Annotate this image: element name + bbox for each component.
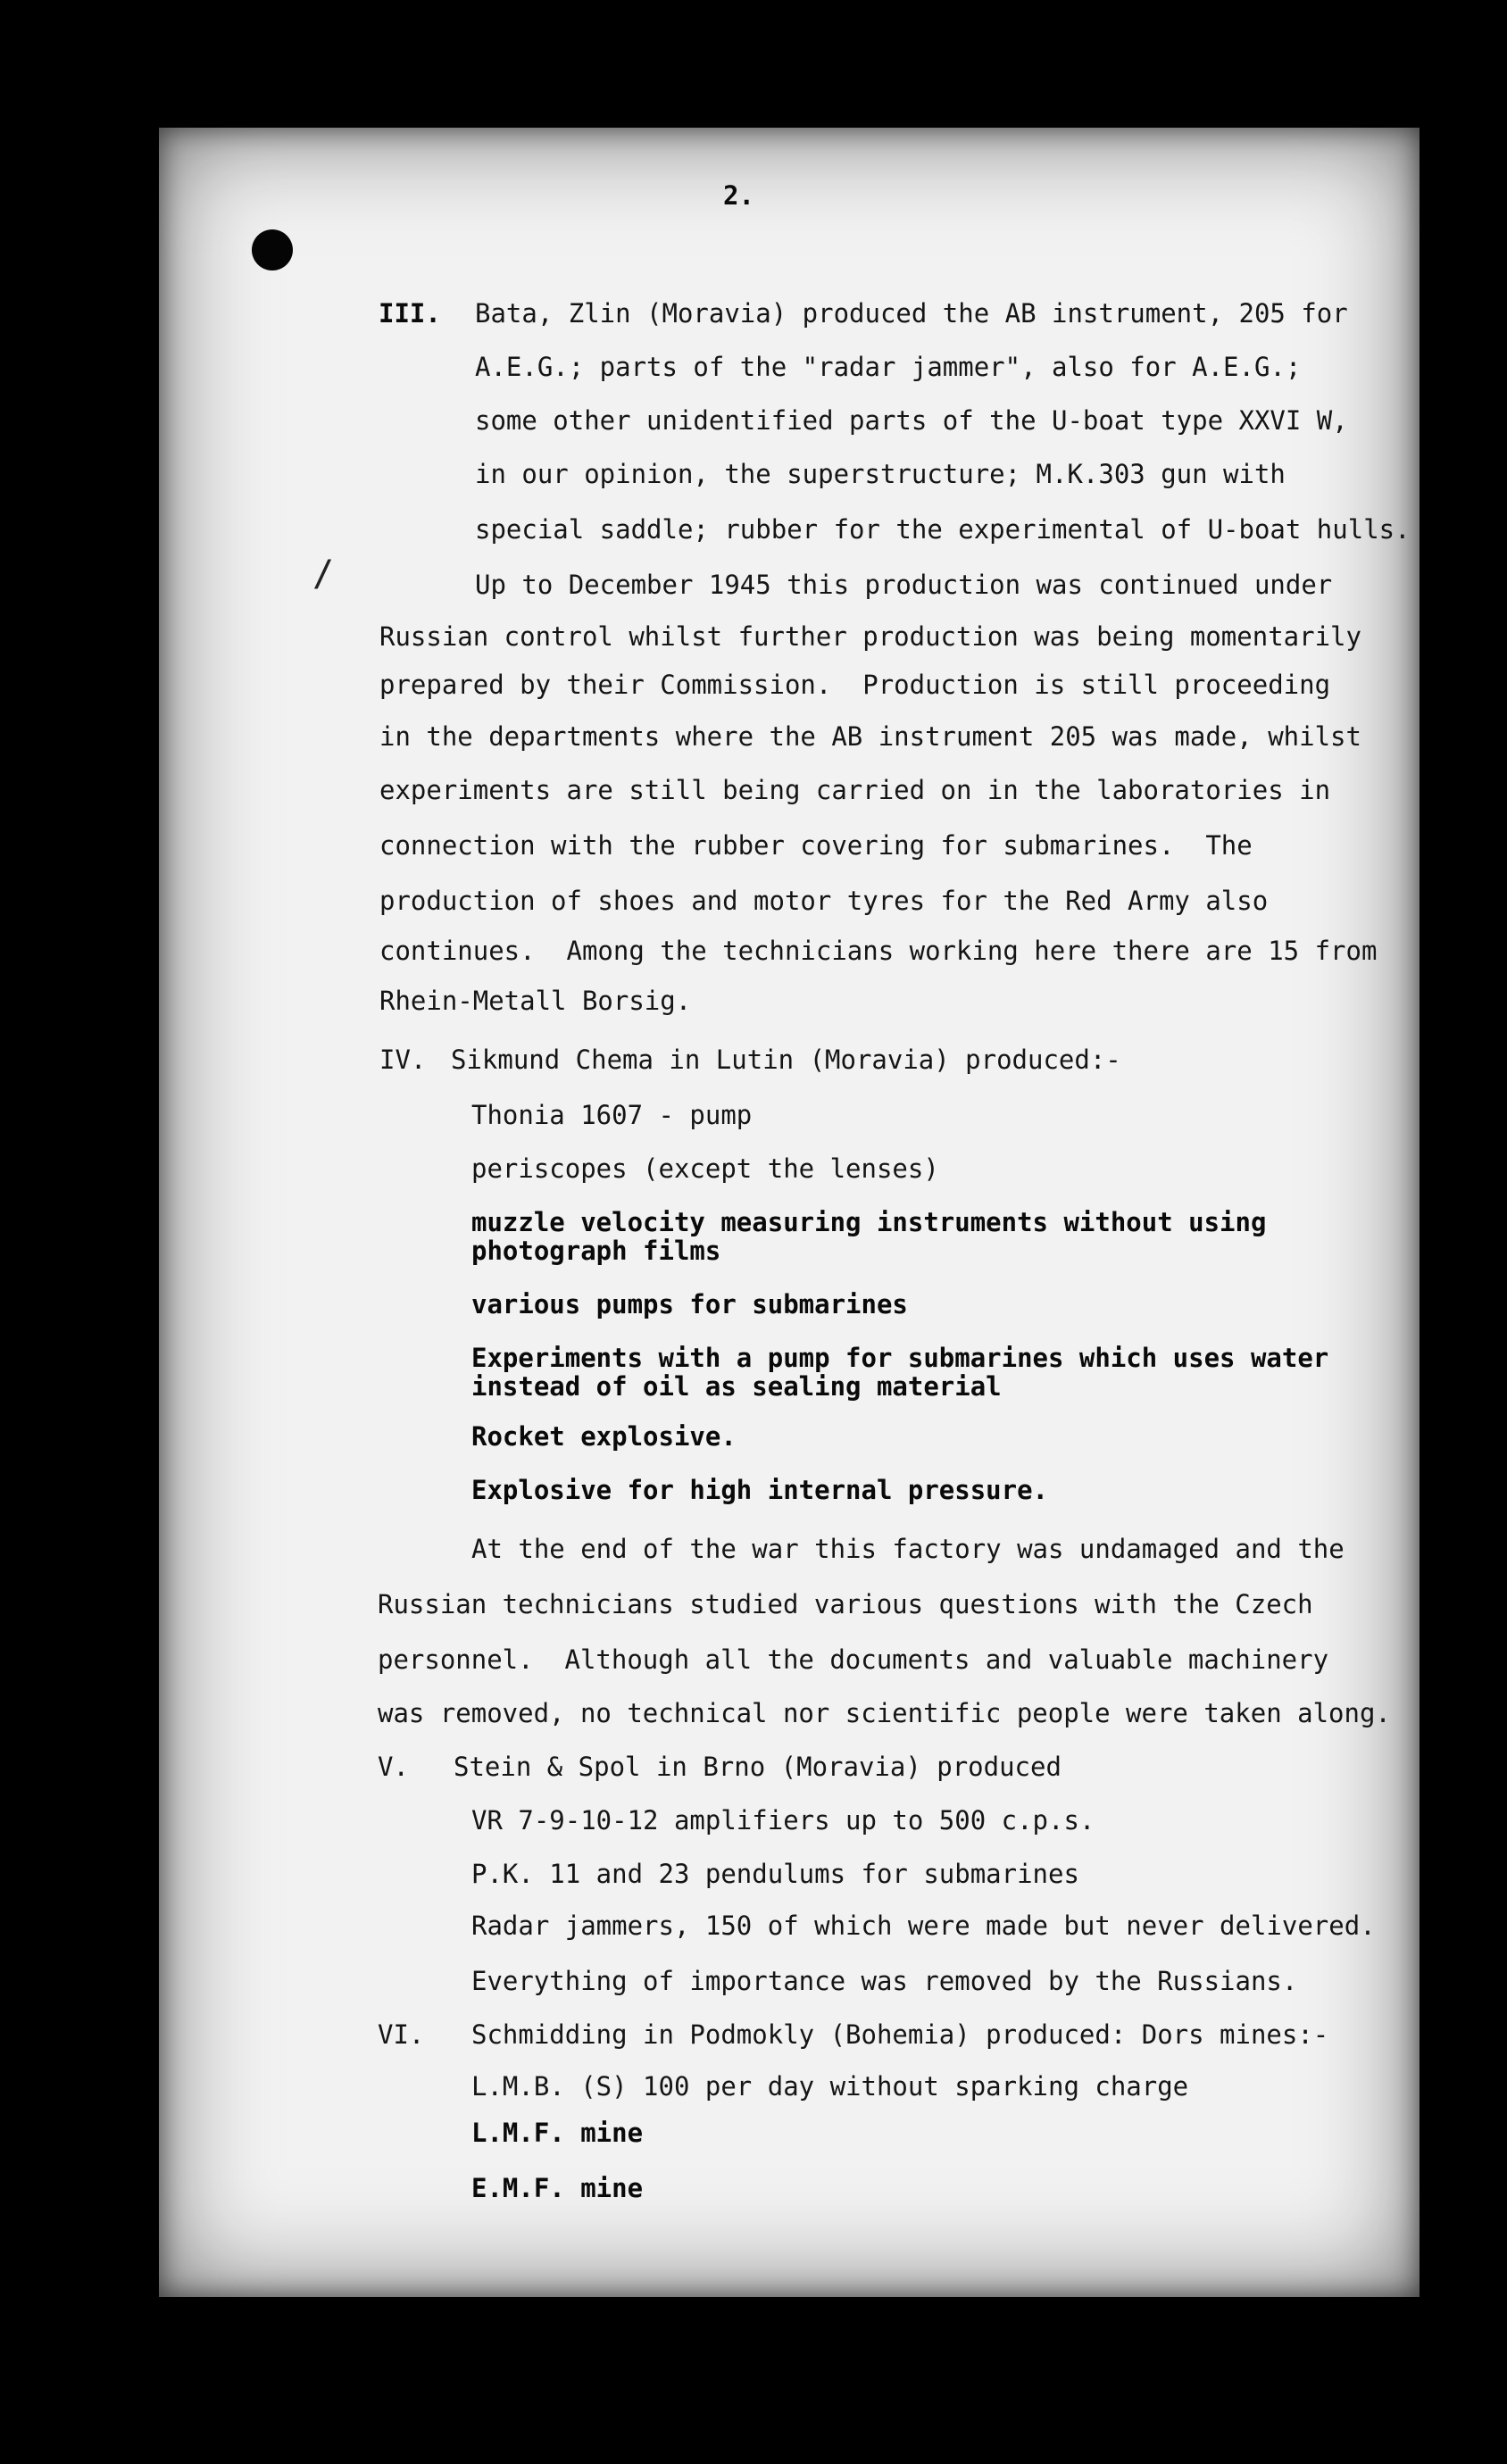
text-line: A.E.G.; parts of the "radar jammer", also for A.E.G.; bbox=[475, 352, 1302, 382]
text-line: continues. Among the technicians working here there are 15 from bbox=[379, 936, 1378, 966]
text-line: At the end of the war this factory was undamaged and the bbox=[471, 1534, 1345, 1564]
text-line: connection with the rubber covering for submarines. The bbox=[379, 830, 1253, 861]
text-line: was removed, no technical nor scientific people were taken along. bbox=[378, 1698, 1391, 1728]
pencil-mark: / bbox=[312, 554, 335, 595]
text-line: in our opinion, the superstructure; M.K.303 gun with bbox=[475, 459, 1286, 489]
text-line: some other unidentified parts of the U-boat type XXVI W, bbox=[475, 405, 1348, 436]
list-item: muzzle velocity measuring instruments without using bbox=[471, 1207, 1267, 1237]
text-line: Russian control whilst further production was being momentarily bbox=[379, 621, 1361, 652]
list-item: Everything of importance was removed by the Russians. bbox=[471, 1966, 1298, 1996]
list-item: L.M.B. (S) 100 per day without sparking charge bbox=[471, 2071, 1189, 2102]
list-item: photograph films bbox=[471, 1236, 721, 1266]
text-line: Bata, Zlin (Moravia) produced the AB instrument, 205 for bbox=[475, 298, 1348, 329]
text-line: personnel. Although all the documents and valuable machinery bbox=[378, 1644, 1329, 1675]
text-line: special saddle; rubber for the experimental of U-boat hulls. bbox=[475, 514, 1411, 545]
list-item: periscopes (except the lenses) bbox=[471, 1153, 939, 1184]
list-item: L.M.F. mine bbox=[471, 2118, 644, 2148]
page-number: 2. bbox=[723, 180, 754, 211]
text-line: Rhein-Metall Borsig. bbox=[379, 986, 692, 1016]
list-item: Rocket explosive. bbox=[471, 1421, 737, 1452]
section-VI-numeral: VI. bbox=[378, 2019, 425, 2050]
section-V-heading: Stein & Spol in Brno (Moravia) produced bbox=[454, 1752, 1062, 1782]
section-III-numeral: III. bbox=[379, 298, 441, 329]
text-line: prepared by their Commission. Production is still proceeding bbox=[379, 670, 1331, 700]
text-line: production of shoes and motor tyres for the Red Army also bbox=[379, 886, 1269, 916]
section-IV-heading: Sikmund Chema in Lutin (Moravia) produced:- bbox=[451, 1045, 1121, 1075]
list-item: various pumps for submarines bbox=[471, 1289, 908, 1319]
section-V-numeral: V. bbox=[378, 1752, 409, 1782]
list-item: Experiments with a pump for submarines which uses water bbox=[471, 1343, 1329, 1373]
text-line: in the departments where the AB instrument 205 was made, whilst bbox=[379, 721, 1361, 752]
list-item: VR 7-9-10-12 amplifiers up to 500 c.p.s. bbox=[471, 1805, 1095, 1836]
list-item: E.M.F. mine bbox=[471, 2173, 644, 2203]
text-line: Up to December 1945 this production was continued under bbox=[475, 570, 1333, 600]
list-item: P.K. 11 and 23 pendulums for submarines bbox=[471, 1859, 1079, 1889]
list-item: Explosive for high internal pressure. bbox=[471, 1475, 1049, 1505]
section-IV-numeral: IV. bbox=[379, 1045, 427, 1075]
section-VI-heading: Schmidding in Podmokly (Bohemia) produced: Dors mines:- bbox=[471, 2019, 1329, 2050]
text-line: Russian technicians studied various questions with the Czech bbox=[378, 1589, 1313, 1619]
list-item: instead of oil as sealing material bbox=[471, 1371, 1002, 1402]
list-item: Radar jammers, 150 of which were made but never delivered. bbox=[471, 1910, 1376, 1941]
punch-hole bbox=[252, 229, 293, 271]
list-item: Thonia 1607 - pump bbox=[471, 1100, 753, 1130]
text-line: experiments are still being carried on in the laboratories in bbox=[379, 775, 1331, 805]
